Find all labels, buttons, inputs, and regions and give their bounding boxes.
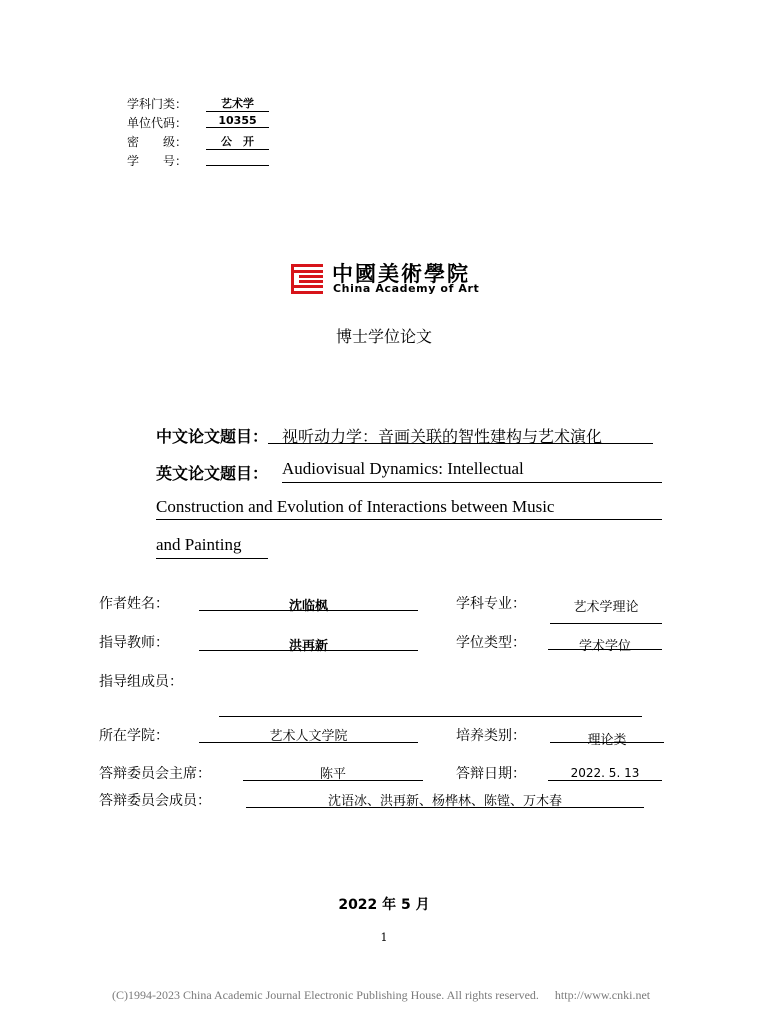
academy-name-chinese: 中國美術學院	[332, 261, 470, 286]
discipline-label: 学科门类：	[127, 97, 188, 111]
committee-chair-underline	[243, 780, 423, 781]
defense-date-underline	[548, 780, 662, 781]
author-name-value: 沈临枫	[288, 599, 328, 614]
committee-members-label: 答辩委员会成员：	[99, 793, 211, 809]
training-type-value: 理论类	[587, 733, 627, 748]
cnki-url-link[interactable]: http://www.cnki.net	[554, 988, 651, 1002]
committee-members-underline	[246, 807, 644, 808]
unit-code-value: 10355	[206, 114, 269, 128]
secret-level-value: 公 开	[206, 133, 269, 150]
degree-kind-value: 学术学位	[578, 639, 631, 654]
academy-name-english: China Academy of Art	[333, 282, 480, 295]
english-title-line-1: Audiovisual Dynamics: Intellectual	[282, 459, 524, 478]
defense-date-value: 2022. 5. 13	[570, 766, 640, 780]
college-label: 所在学院：	[99, 728, 169, 744]
author-name-label: 作者姓名：	[99, 596, 169, 612]
english-title-line-3: and Painting	[156, 535, 242, 554]
copyright-footer	[112, 988, 650, 1003]
student-number-value	[206, 152, 269, 166]
english-title-label: 英文论文题目：	[156, 464, 269, 483]
copyright-text: (C)1994-2023 China Academic Journal Electronic Publishing House. All rights reserved.	[112, 988, 539, 1002]
training-type-underline	[550, 742, 664, 743]
academy-logo-icon	[291, 264, 323, 294]
student-number-label: 学 号：	[127, 154, 188, 168]
submission-date: 2022 年 5 月	[338, 897, 430, 913]
advisor-underline	[199, 650, 418, 651]
chinese-title-underline	[268, 443, 653, 444]
advisory-group-value	[219, 700, 642, 714]
degree-kind-underline	[548, 649, 662, 650]
major-value: 艺术学理论	[573, 600, 639, 615]
discipline-value: 艺术学	[206, 95, 269, 112]
chinese-title-label: 中文论文题目：	[156, 427, 269, 446]
degree-type-heading: 博士学位论文	[335, 327, 432, 346]
english-title-line-2: Construction and Evolution of Interactions between Music	[156, 497, 555, 516]
author-name-underline	[199, 610, 418, 611]
degree-kind-label: 学位类型：	[456, 635, 526, 651]
training-type-label: 培养类别：	[456, 728, 526, 744]
secret-level-label: 密 级：	[127, 135, 188, 149]
major-label: 学科专业：	[456, 596, 526, 612]
committee-chair-label: 答辩委员会主席：	[99, 766, 211, 782]
page-number: 1	[380, 931, 388, 944]
english-title-underline-1	[282, 482, 662, 483]
advisory-group-underline	[219, 716, 642, 717]
advisor-label: 指导教师：	[99, 635, 169, 651]
committee-chair-value: 陈平	[319, 767, 346, 782]
major-underline	[550, 623, 662, 624]
committee-members-value: 沈语冰、洪再新、杨桦林、陈镗、万木春	[327, 794, 562, 809]
advisory-group-label: 指导组成员：	[99, 674, 183, 690]
english-title-underline-2	[156, 519, 662, 520]
advisor-value: 洪再新	[288, 639, 328, 654]
english-title-underline-3	[156, 558, 268, 559]
college-value: 艺术人文学院	[269, 729, 348, 744]
college-underline	[199, 742, 418, 743]
unit-code-label: 单位代码：	[127, 116, 188, 130]
defense-date-label: 答辩日期：	[456, 766, 526, 782]
chinese-title-value: 视听动力学：音画关联的智性建构与艺术演化	[282, 427, 603, 446]
